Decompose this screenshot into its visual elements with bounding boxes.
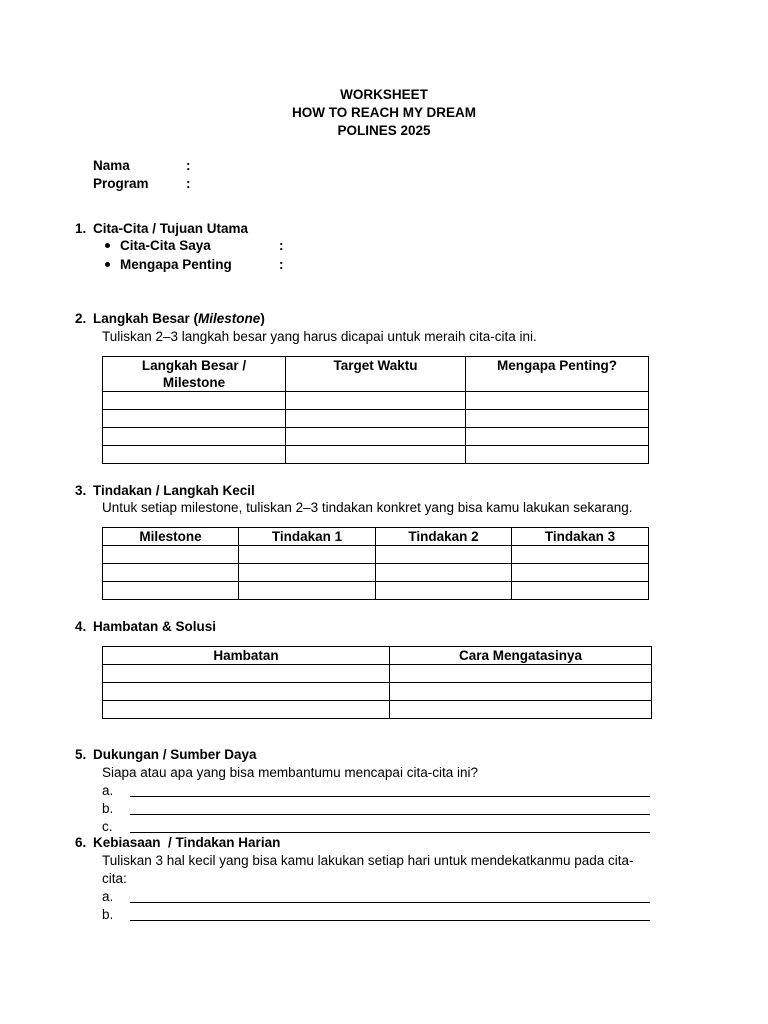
section-2-title: Langkah Besar (Milestone) bbox=[93, 311, 265, 326]
section-5-number: 5. bbox=[75, 747, 87, 762]
table-cell[interactable] bbox=[286, 392, 466, 410]
table-header: Tindakan 2 bbox=[376, 528, 512, 546]
table-cell[interactable] bbox=[466, 446, 649, 464]
section-2-number: 2. bbox=[75, 311, 87, 326]
cita-cita-saya-colon: : bbox=[279, 238, 284, 253]
table-row bbox=[103, 701, 652, 719]
tindakan-table bbox=[102, 527, 649, 600]
table-header: Mengapa Penting? bbox=[466, 357, 649, 392]
table-cell[interactable] bbox=[390, 665, 652, 683]
nama-label: Nama bbox=[93, 158, 130, 173]
table-cell[interactable] bbox=[286, 410, 466, 428]
program-colon: : bbox=[186, 176, 191, 191]
bullet-icon bbox=[105, 243, 110, 248]
answer-line[interactable] bbox=[130, 832, 650, 833]
section-6-title: Kebiasaan / Tindakan Harian bbox=[93, 835, 281, 850]
table-cell[interactable] bbox=[103, 410, 286, 428]
mengapa-penting-label: Mengapa Penting bbox=[120, 257, 232, 272]
table-header: Tindakan 3 bbox=[512, 528, 649, 546]
table-row bbox=[103, 410, 649, 428]
table-cell[interactable] bbox=[103, 582, 239, 600]
worksheet-title: WORKSHEET bbox=[340, 87, 428, 102]
table-row bbox=[103, 546, 649, 564]
list-item-marker: c. bbox=[102, 819, 113, 834]
worksheet-year: POLINES 2025 bbox=[337, 123, 431, 138]
table-cell[interactable] bbox=[466, 410, 649, 428]
table-cell[interactable] bbox=[390, 701, 652, 719]
nama-colon: : bbox=[186, 158, 191, 173]
answer-line[interactable] bbox=[130, 902, 650, 903]
program-label: Program bbox=[93, 176, 149, 191]
table-cell[interactable] bbox=[390, 683, 652, 701]
list-item-marker: a. bbox=[102, 783, 114, 798]
table-row bbox=[103, 392, 649, 410]
table-cell[interactable] bbox=[376, 582, 512, 600]
hambatan-table bbox=[102, 646, 652, 719]
table-cell[interactable] bbox=[512, 564, 649, 582]
section-1-number: 1. bbox=[75, 221, 87, 236]
table-cell[interactable] bbox=[466, 392, 649, 410]
table-row bbox=[103, 564, 649, 582]
section-4-title: Hambatan & Solusi bbox=[93, 619, 217, 634]
table-header: Milestone bbox=[103, 528, 239, 546]
table-cell[interactable] bbox=[286, 428, 466, 446]
answer-line[interactable] bbox=[130, 814, 650, 815]
section-4-number: 4. bbox=[75, 619, 87, 634]
section-3-number: 3. bbox=[75, 483, 87, 498]
section-1-title: Cita-Cita / Tujuan Utama bbox=[93, 221, 249, 236]
table-cell[interactable] bbox=[103, 683, 390, 701]
table-cell[interactable] bbox=[103, 546, 239, 564]
section-5-instruction: Siapa atau apa yang bisa membantumu mencapai cita-cita ini? bbox=[102, 765, 478, 780]
section-5-title: Dukungan / Sumber Daya bbox=[93, 747, 257, 762]
bullet-icon bbox=[105, 262, 110, 267]
answer-line[interactable] bbox=[130, 796, 650, 797]
milestone-italic: Milestone bbox=[198, 311, 261, 326]
table-row bbox=[103, 683, 652, 701]
list-item-marker: b. bbox=[102, 907, 114, 922]
table-cell[interactable] bbox=[103, 446, 286, 464]
table-header: Target Waktu bbox=[286, 357, 466, 392]
table-cell[interactable] bbox=[376, 546, 512, 564]
table-header: Hambatan bbox=[103, 647, 390, 665]
list-item-marker: b. bbox=[102, 801, 114, 816]
table-cell[interactable] bbox=[239, 564, 376, 582]
table-cell[interactable] bbox=[512, 546, 649, 564]
table-header: Tindakan 1 bbox=[239, 528, 376, 546]
table-row bbox=[103, 582, 649, 600]
section-6-instruction-line1: Tuliskan 3 hal kecil yang bisa kamu lakukan setiap hari untuk mendekatkanmu pada cita- bbox=[102, 853, 634, 868]
section-3-title: Tindakan / Langkah Kecil bbox=[93, 483, 255, 498]
table-cell[interactable] bbox=[103, 392, 286, 410]
table-cell[interactable] bbox=[103, 564, 239, 582]
cita-cita-saya-label: Cita-Cita Saya bbox=[120, 238, 211, 253]
table-cell[interactable] bbox=[103, 665, 390, 683]
section-3-instruction: Untuk setiap milestone, tuliskan 2–3 tindakan konkret yang bisa kamu lakukan sekarang. bbox=[102, 500, 633, 515]
answer-line[interactable] bbox=[130, 920, 650, 921]
milestone-table bbox=[102, 356, 649, 464]
table-row bbox=[103, 428, 649, 446]
table-cell[interactable] bbox=[239, 546, 376, 564]
worksheet-subtitle: HOW TO REACH MY DREAM bbox=[291, 105, 476, 120]
table-cell[interactable] bbox=[103, 701, 390, 719]
table-header: Cara Mengatasinya bbox=[390, 647, 652, 665]
section-2-instruction: Tuliskan 2–3 langkah besar yang harus dicapai untuk meraih cita-cita ini. bbox=[102, 329, 537, 344]
list-item-marker: a. bbox=[102, 889, 114, 904]
section-6-number: 6. bbox=[75, 835, 87, 850]
table-cell[interactable] bbox=[103, 428, 286, 446]
table-cell[interactable] bbox=[512, 582, 649, 600]
table-cell[interactable] bbox=[466, 428, 649, 446]
table-cell[interactable] bbox=[239, 582, 376, 600]
table-cell[interactable] bbox=[286, 446, 466, 464]
mengapa-penting-colon: : bbox=[279, 257, 284, 272]
table-cell[interactable] bbox=[376, 564, 512, 582]
table-row bbox=[103, 665, 652, 683]
section-6-instruction-line2: cita: bbox=[102, 871, 127, 886]
table-row bbox=[103, 446, 649, 464]
table-header: Langkah Besar / Milestone bbox=[103, 357, 286, 392]
